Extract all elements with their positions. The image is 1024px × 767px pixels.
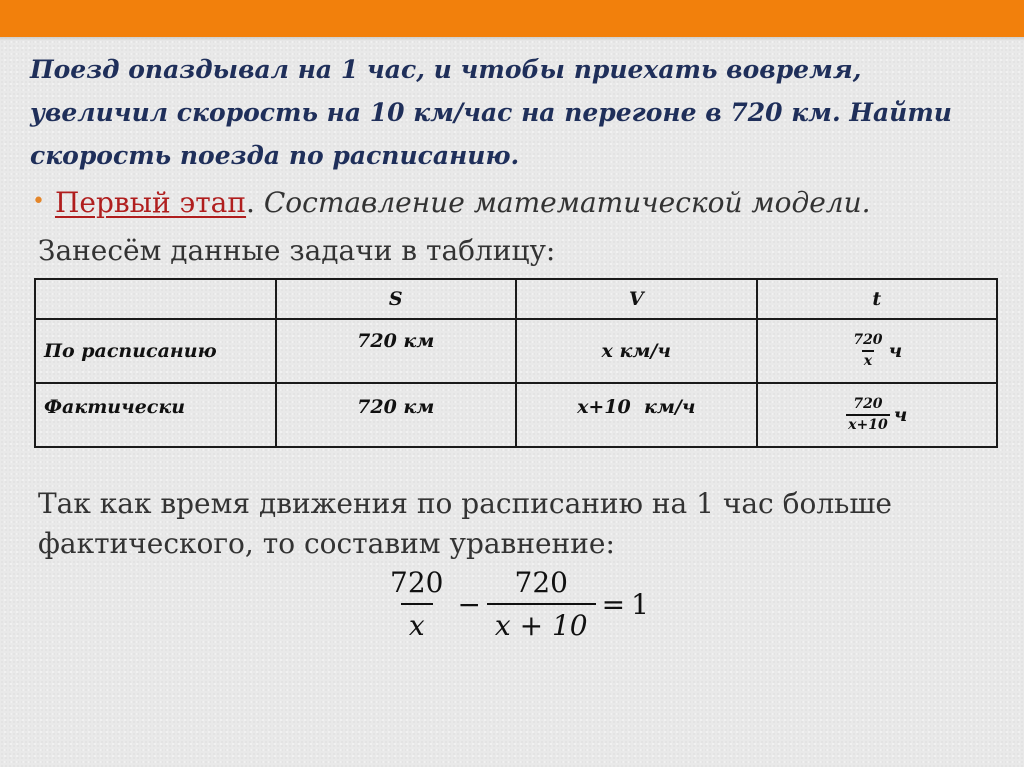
distance-cell <box>276 383 517 447</box>
fraction-1-denominator: x <box>401 603 433 642</box>
problem-statement <box>30 48 1000 177</box>
time-denominator: x <box>862 350 874 370</box>
time-cell <box>757 319 998 383</box>
fraction-2-denominator: x + 10 <box>487 603 596 642</box>
table-row <box>35 319 997 383</box>
top-bar-shadow <box>0 37 1024 41</box>
equation-fraction-1 <box>382 566 451 642</box>
speed-cell <box>516 383 757 447</box>
bullet-icon: • <box>32 189 45 214</box>
table-row <box>35 383 997 447</box>
header-empty <box>35 279 276 319</box>
equation-rhs: 1 <box>631 587 649 621</box>
row-label-cell <box>35 383 276 447</box>
header-s: S <box>276 279 517 319</box>
reasoning-text <box>38 484 998 564</box>
fraction-2-numerator: 720 <box>514 566 568 599</box>
equation <box>382 566 649 642</box>
top-accent-bar <box>0 0 1024 37</box>
table-intro: Занесём данные задачи в таблицу: <box>38 234 556 267</box>
header-v: V <box>516 279 757 319</box>
reasoning-line-1: Так как время движения по расписанию на 1 час больше <box>38 487 892 520</box>
speed-value: x+10 км/ч <box>577 396 696 418</box>
problem-line-3: скорость поезда по расписанию. <box>30 141 520 170</box>
reasoning-line-2: фактического, то составим уравнение: <box>38 527 615 560</box>
problem-line-2: увеличил скорость на 10 км/час на перегоне в 720 км. Найти <box>30 98 952 127</box>
row-label: Фактически <box>44 396 186 418</box>
stage-description: Составление математической модели. <box>254 186 871 219</box>
speed-value: x км/ч <box>601 340 671 362</box>
distance-value: 720 км <box>357 396 435 418</box>
stage-dot: . <box>246 186 255 219</box>
row-label-cell <box>35 319 276 383</box>
speed-cell <box>516 319 757 383</box>
time-numerator: 720 <box>853 332 883 348</box>
fraction-1-numerator: 720 <box>390 566 444 599</box>
distance-cell <box>276 319 517 383</box>
row-label: По расписанию <box>44 340 217 362</box>
stage-heading <box>32 186 871 219</box>
time-cell <box>757 383 998 447</box>
time-unit: ч <box>893 404 908 426</box>
problem-line-1: Поезд опаздывал на 1 час, и чтобы приехать вовремя, <box>30 55 862 84</box>
table-header-row <box>35 279 997 319</box>
time-numerator: 720 <box>853 396 883 412</box>
distance-value: 720 км <box>357 330 435 352</box>
time-unit: ч <box>888 340 903 362</box>
time-fraction <box>851 332 884 370</box>
equation-fraction-2 <box>487 566 596 642</box>
header-t: t <box>757 279 998 319</box>
time-fraction <box>846 396 890 434</box>
time-denominator: x+10 <box>846 414 890 434</box>
data-table <box>34 278 998 448</box>
equals-sign: = <box>601 587 626 621</box>
minus-sign: − <box>457 587 481 621</box>
stage-link[interactable]: Первый этап <box>54 186 247 219</box>
